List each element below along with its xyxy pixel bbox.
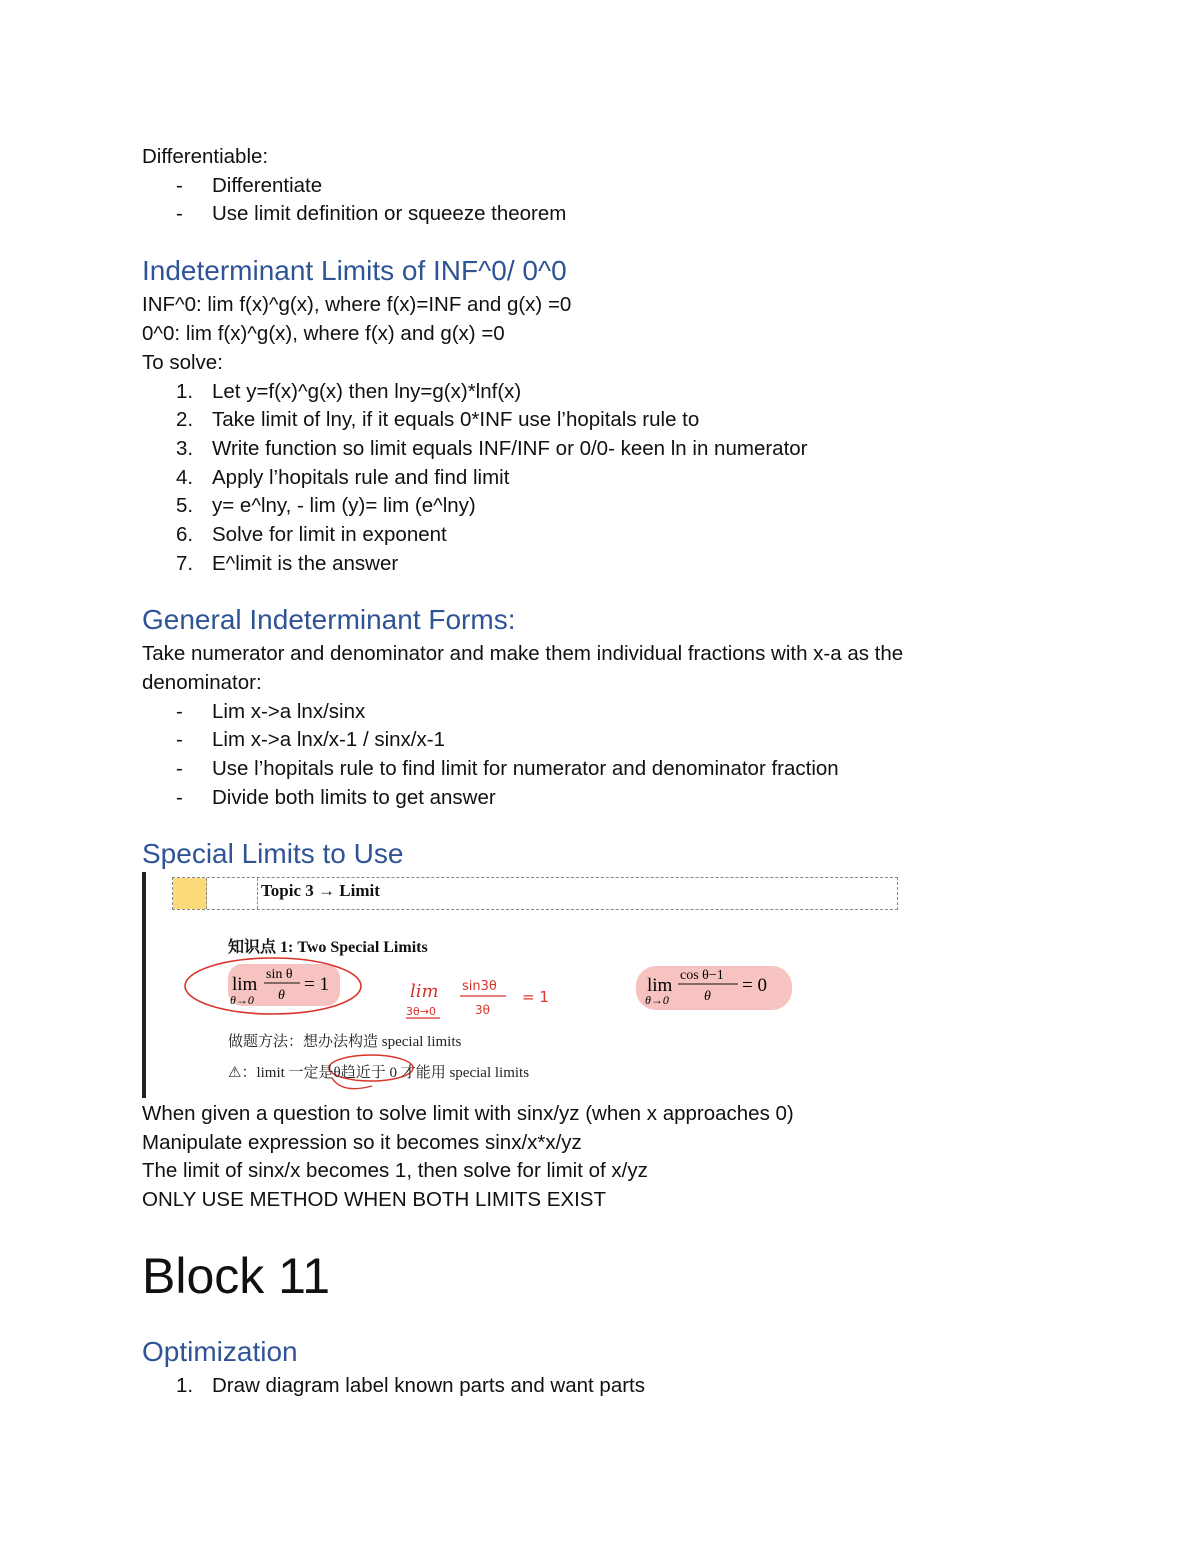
fraction-numerator: sin θ	[266, 967, 293, 982]
text-line: Take numerator and denominator and make them individual fractions with x-a as the	[142, 642, 904, 665]
step-number: 6.	[176, 523, 194, 546]
step-number: 4.	[176, 466, 194, 489]
list-item: Let y=f(x)^g(x) then lny=g(x)*lnf(x)	[212, 380, 522, 403]
step-number: 1.	[176, 380, 194, 403]
handwritten-subscript: 3θ→0	[406, 1005, 436, 1018]
handwritten-lim: lim	[410, 981, 439, 1002]
block-title: Block 11	[142, 1248, 331, 1304]
list-item: Lim x->a lnx/sinx	[212, 700, 366, 723]
knowledge-point-title: 知识点 1: Two Special Limits	[228, 939, 428, 956]
fraction-numerator: cos θ−1	[680, 968, 724, 983]
text-line: When given a question to solve limit with sinx/yz (when x approaches 0)	[142, 1102, 794, 1125]
list-item: Apply l’hopitals rule and find limit	[212, 466, 510, 489]
text-line: 0^0: lim f(x)^g(x), where f(x) and g(x) =0	[142, 322, 505, 345]
bullet-dash: -	[176, 757, 183, 780]
lim-subscript: θ→0	[230, 993, 254, 1007]
bullet-dash: -	[176, 786, 183, 809]
step-number: 5.	[176, 494, 194, 517]
list-item: Solve for limit in exponent	[212, 523, 447, 546]
heading-general: General Indeterminant Forms:	[142, 604, 516, 635]
bullet-dash: -	[176, 728, 183, 751]
bullet-dash: -	[176, 174, 183, 197]
lim-subscript: θ→0	[645, 993, 669, 1007]
formula-rhs: = 0	[742, 975, 767, 996]
heading-optimization: Optimization	[142, 1336, 298, 1367]
list-item: Take limit of lny, if it equals 0*INF use l’hopitals rule to	[212, 408, 700, 431]
differentiable-label: Differentiable:	[142, 145, 269, 168]
list-item: E^limit is the answer	[212, 552, 399, 575]
text-line: INF^0: lim f(x)^g(x), where f(x)=INF and g(x) =0	[142, 293, 572, 316]
handwritten-numerator: sin3θ	[462, 979, 497, 994]
heading-indeterminant: Indeterminant Limits of INF^0/ 0^0	[142, 255, 567, 286]
formula-rhs: = 1	[304, 974, 329, 995]
list-item: Lim x->a lnx/x-1 / sinx/x-1	[212, 728, 445, 751]
topic-label: Topic 3 → Limit	[261, 881, 380, 900]
lim-text: lim	[232, 974, 258, 995]
bullet-dash: -	[176, 202, 183, 225]
step-number: 1.	[176, 1374, 194, 1397]
special-limits-image	[142, 872, 912, 1098]
text-line: denominator:	[142, 671, 262, 694]
list-item: Differentiate	[212, 174, 323, 197]
text-line: Manipulate expression so it becomes sinx/x*x/yz	[142, 1131, 582, 1154]
list-item: Use limit definition or squeeze theorem	[212, 202, 567, 225]
text-line: To solve:	[142, 351, 223, 374]
handwritten-rhs: = 1	[522, 988, 549, 1006]
method-text: 做题方法：想办法构造 special limits	[228, 1034, 462, 1050]
step-number: 7.	[176, 552, 194, 575]
step-number: 3.	[176, 437, 194, 460]
warning-text: ⚠：limit 一定是θ趋近于 0 才能用 special limits	[228, 1065, 530, 1081]
handwritten-denominator: 3θ	[475, 1003, 490, 1017]
bullet-dash: -	[176, 700, 183, 723]
fraction-denominator: θ	[704, 989, 711, 1004]
text-line: ONLY USE METHOD WHEN BOTH LIMITS EXIST	[142, 1188, 606, 1211]
list-item: y= e^lny, - lim (y)= lim (e^lny)	[212, 494, 476, 517]
text-line: The limit of sinx/x becomes 1, then solve for limit of x/yz	[142, 1159, 648, 1182]
heading-special: Special Limits to Use	[142, 838, 404, 869]
lim-text: lim	[647, 975, 673, 996]
list-item: Divide both limits to get answer	[212, 786, 496, 809]
list-item: Write function so limit equals INF/INF or 0/0- keen ln in numerator	[212, 437, 808, 460]
fraction-denominator: θ	[278, 988, 285, 1003]
step-number: 2.	[176, 408, 194, 431]
list-item: Use l’hopitals rule to find limit for numerator and denominator fraction	[212, 757, 839, 780]
list-item: Draw diagram label known parts and want parts	[212, 1374, 645, 1397]
